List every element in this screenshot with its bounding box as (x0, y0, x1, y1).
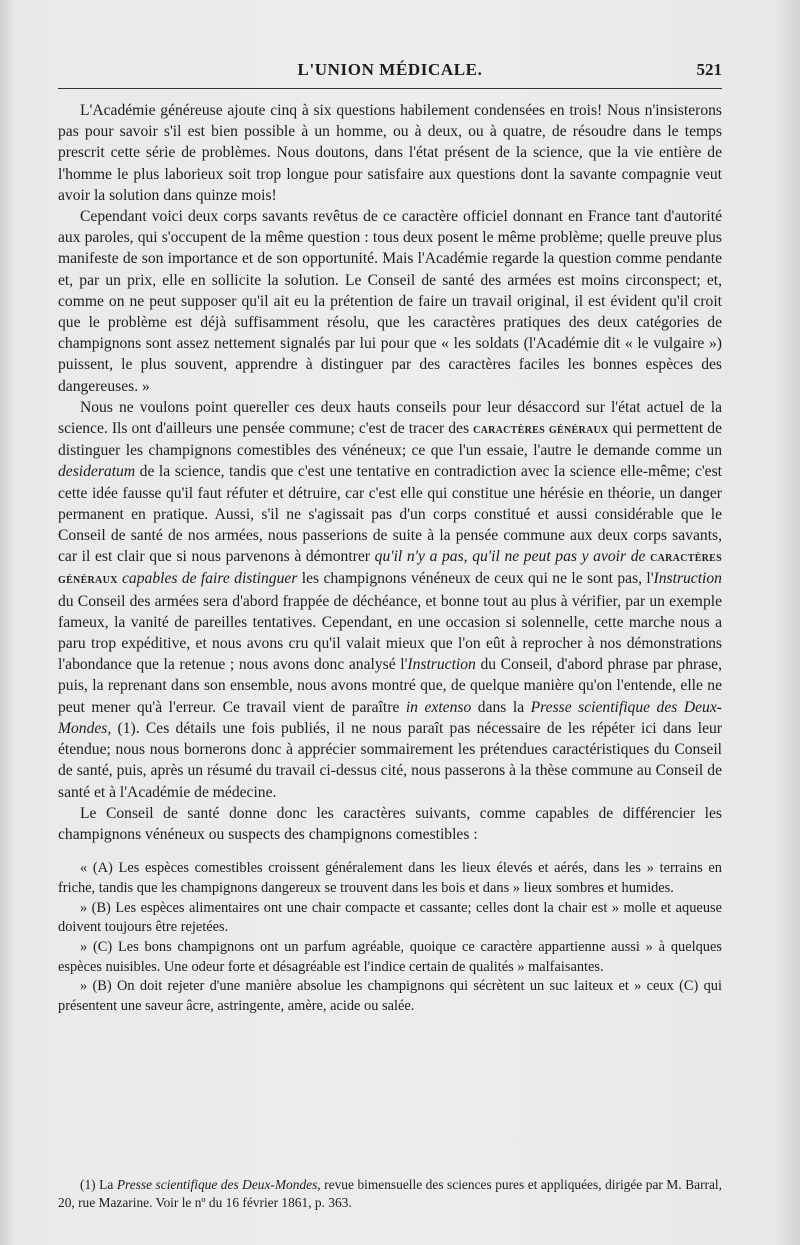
paragraph-3-text-c: de la science, tandis que c'est une tentative en contradiction avec la science elle-même; c'est cette idée fausse qu'il faut réfuter et détruire, car c'est elle qui constitue une hérésie en théorie, un danger permanent en pratique. Aussi, s'il ne s'agissait pas d'un corps constitué et aussi considérable que le Conseil de santé de nos armées, nous passerions de suite à la pensée commune aux deux corps savants, car il est clair que si nous parvenons à démontrer (58, 463, 722, 566)
italic-phrase: in extenso (405, 698, 472, 716)
footnote-marker: (1) La (80, 1177, 114, 1192)
italic-phrase: desideratum (58, 463, 136, 481)
paragraph-3 (58, 397, 722, 803)
page-number: 521 (696, 60, 722, 79)
paragraph-3-text-h: (1). Ces détails une fois publiés, il ne nous paraît pas nécessaire de les répéter ici dans leur étendue; nous nous bornerons donc à apprécier sommairement les prétendues caractéristiques du Conseil de santé, puis, après un résumé du travail ci-dessus cité, nous passerons à la thèse commune au Conseil de santé et à l'Académie de médecine. (58, 719, 722, 801)
italic-phrase: qu'il n'y a pas, qu'il ne peut pas y avoir de (374, 548, 646, 566)
italic-phrase: capables de faire distinguer (122, 570, 298, 588)
italic-phrase: Instruction (653, 570, 722, 588)
paragraph-2: Cependant voici deux corps savants revêtus de ce caractère officiel donnant en France tant d'autorité aux paroles, qui s'occupent de la même question : tous deux posent le même problème; quelle preuve plus manifeste de son importance et de son opportunité. Mais l'Académie regarde la question comme pendante et, par un prix, elle en sollicite la solution. Le Conseil de santé des armées est moins circonspect; et, comme on ne peut supposer qu'il ait eu la prétention de faire un travail original, il est évident qu'il croit que le problème est déjà suffisamment résolu, que les caractères pratiques des deux catégories de champignons sont assez nettement signalés par lui pour que « les soldats (l'Académie dit « le vulgaire ») puissent, le plus souvent, apprendre à distinguer par des caractères faciles les bonnes espèces des dangereuses. » (58, 208, 722, 395)
footnote-rest: , revue bimensuelle des sciences pures et appliquées, dirigée par M. Barral, 20, rue Mazarine. Voir le nº du 16 février 1861, p. 363. (58, 1177, 722, 1210)
quote-item-a: « (A) Les espèces comestibles croissent généralement dans les lieux élevés et aérés, dans les » terrains en friche, tandis que les champignons dangereux se trouvent dans les bois et dans » lieux sombres et humides. (58, 860, 722, 896)
italic-phrase: Instruction (407, 656, 476, 674)
footnote-title: Presse scientifique des Deux-Mondes (116, 1177, 318, 1192)
paragraph-3-text-b: qui permettent de distinguer les champignons comestibles des vénéneux; ce que l'un essaie, l'autre le demande comme un (58, 420, 722, 460)
page-header (58, 58, 722, 89)
paragraph-1: L'Académie généreuse ajoute cinq à six questions habilement condensées en trois! Nous n'insisterons pas pour savoir s'il est bien possible à un homme, ou à deux, ou à quatre, de résoudre dans le temps prescrit cette série de problèmes. Nous doutons, dans l'état présent de la science, que la vie entière de l'homme le plus laborieux soit trop longue pour satisfaire aux questions dont la savante compagnie veut avoir la solution dans quinze mois! (58, 102, 722, 204)
quote-item-b: » (B) Les espèces alimentaires ont une chair compacte et cassante; celles dont la chair est » molle et aqueuse doivent toujours être rejetées. (58, 899, 722, 936)
quoted-instruction (58, 859, 722, 1017)
paragraph-4: Le Conseil de santé donne donc les caractères suivants, comme capables de différencier les champignons vénéneux ou suspects des champignons comestibles : (58, 804, 722, 843)
paragraph-3-text-e: du Conseil des armées sera d'abord frappée de déchéance, et bonne tout au plus à vérifier, par un exemple fameux, la vanité de pareilles tentatives. Cependant, en une occasion si solennelle, cette marche nous a paru trop expéditive, et nous avons cru qu'il valait mieux que l'on eût à reprocher à nos démonstrations l'abondance que la retenue ; nous avons donc analysé l' (58, 592, 722, 674)
running-title: L'UNION MÉDICALE. (297, 60, 483, 79)
small-caps-phrase: caractères généraux (473, 422, 609, 438)
italic-phrase: Presse scientifique des Deux-Mondes, (58, 698, 722, 737)
paragraph-3-text-f: du Conseil, d'abord phrase par phrase, puis, la reprenant dans son ensemble, nous avons montré que, de quelque manière qu'on l'entende, elle ne peut mener qu'à l'erreur. Ce travail vient de paraître (58, 656, 723, 716)
footnote-text (58, 1176, 722, 1212)
main-text (58, 100, 722, 1017)
footnote (58, 1176, 722, 1212)
small-caps-phrase: caractères généraux (58, 550, 723, 588)
paragraph-3-text-a: Nous ne voulons point quereller ces deux hauts conseils pour leur désaccord sur l'état actuel de la science. Ils ont d'ailleurs une pensée commune; c'est de tracer des (58, 398, 722, 438)
paragraph-3-text-d: les champignons vénéneux de ceux qui ne le sont pas, l' (301, 570, 654, 588)
paragraph-3-text-g: dans la (477, 698, 525, 716)
quote-item-c: » (C) Les bons champignons ont un parfum agréable, quoique ce caractère appartienne aussi » à quelques espèces nuisibles. Une odeur forte et désagréable est l'indice certain de qualités » malfaisantes. (58, 938, 722, 975)
quote-item-d: » (B) On doit rejeter d'une manière absolue les champignons qui sécrètent un suc laiteux et » ceux (C) qui présentent une saveur âcre, astringente, amère, acide ou salée. (58, 978, 722, 1015)
